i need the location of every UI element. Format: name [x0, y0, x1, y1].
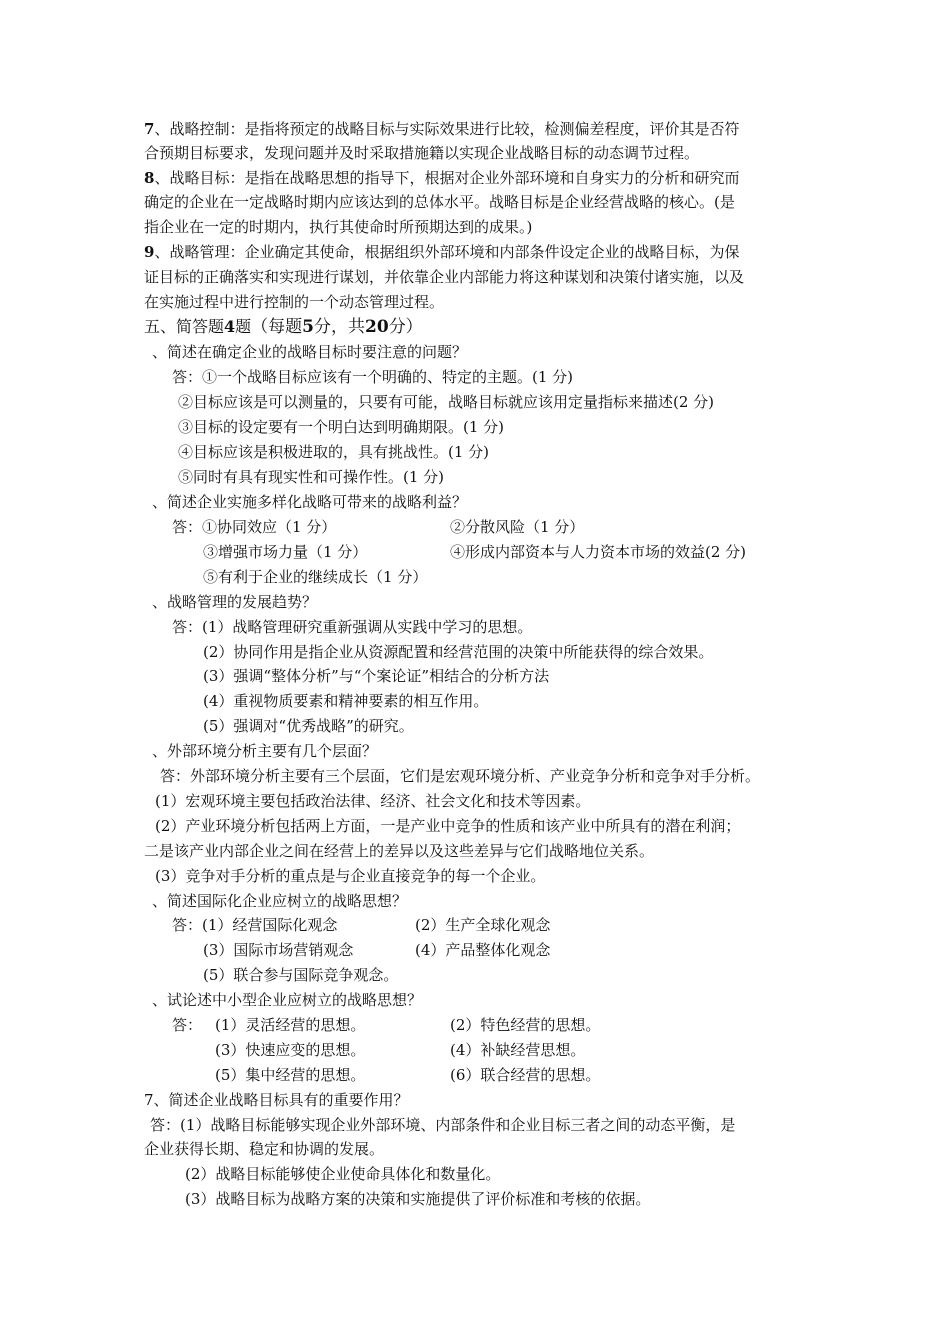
- section-heading: 五、简答题4题（每题5分，共20分）: [144, 317, 423, 337]
- q5-answer-item: (3）国际市场营销观念: [203, 941, 354, 959]
- q4-answer-line: 二是该产业内部企业之间在经营上的差异以及这些差异与它们战略地位关系。: [144, 842, 655, 860]
- definition-9-line-2: 证目标的正确落实和实现进行谋划，并依靠企业内部能力将这种谋划和决策付诸实施，以及: [144, 268, 745, 286]
- question-4: 、外部环境分析主要有几个层面？: [152, 742, 378, 760]
- q6-answer-item: (6）联合经营的思想。: [450, 1066, 601, 1084]
- q5-answer-item: (5）联合参与国际竞争观念。: [203, 966, 399, 984]
- q2-answer-item: ②分散风险（1 分）: [450, 518, 585, 536]
- definition-8-line-1: 8、战略目标：是指在战略思想的指导下，根据对企业外部环境和自身实力的分析和研究而: [144, 169, 740, 187]
- q3-answer-line: (4）重视物质要素和精神要素的相互作用。: [203, 692, 489, 710]
- q3-answer-line: 答：(1）战略管理研究重新强调从实践中学习的思想。: [172, 618, 533, 636]
- q3-answer-line: (2）协同作用是指企业从资源配置和经营范围的决策中所能获得的综合效果。: [203, 643, 714, 661]
- q7-answer-line: 答：(1）战略目标能够实现企业外部环境、内部条件和企业目标三者之间的动态平衡，是: [150, 1116, 736, 1134]
- definition-8-line-3: 指企业在一定的时期内，执行其使命时所预期达到的成果。): [144, 218, 533, 236]
- q3-answer-line: (5）强调对“优秀战略”的研究。: [203, 717, 414, 735]
- q1-answer-line: ④目标应该是积极进取的，具有挑战性。(1 分): [178, 443, 490, 461]
- q2-answer-item: ④形成内部资本与人力资本市场的效益(2 分): [450, 543, 747, 561]
- q6-answer-prefix: 答：: [172, 1016, 203, 1034]
- q6-answer-item: (4）补缺经营思想。: [450, 1041, 586, 1059]
- q5-answer-item: (4）产品整体化观念: [415, 941, 551, 959]
- q2-answer-item: 答：①协同效应（1 分）: [172, 518, 337, 536]
- q7-answer-line: (3）战略目标为战略方案的决策和实施提供了评价标准和考核的依据。: [185, 1190, 651, 1208]
- q2-answer-item: ⑤有利于企业的继续成长（1 分）: [203, 568, 428, 586]
- definition-9-line-1: 9、战略管理：企业确定其使命，根据组织外部环境和内部条件设定企业的战略目标，为保: [144, 243, 740, 261]
- q1-answer-line: 答：①一个战略目标应该有一个明确的、特定的主题。(1 分): [172, 368, 574, 386]
- q5-answer-item: 答：(1）经营国际化观念: [172, 916, 338, 934]
- q7-answer-line: (2）战略目标能够使企业使命具体化和数量化。: [185, 1165, 501, 1183]
- question-7: 7、简述企业战略目标具有的重要作用？: [144, 1091, 409, 1109]
- q6-answer-item: (5）集中经营的思想。: [215, 1066, 366, 1084]
- definition-7-line-1: 7、战略控制：是指将预定的战略目标与实际效果进行比较，检测偏差程度，评价其是否符: [144, 120, 740, 138]
- q1-answer-line: ③目标的设定要有一个明白达到明确期限。(1 分): [178, 418, 505, 436]
- question-6: 、试论述中小型企业应树立的战略思想？: [152, 991, 423, 1009]
- q1-answer-line: ⑤同时有具有现实性和可操作性。(1 分): [178, 468, 445, 486]
- definition-8-line-2: 确定的企业在一定战略时期内应该达到的总体水平。战略目标是企业经营战略的核心。(是: [144, 193, 735, 211]
- question-3: 、战略管理的发展趋势？: [152, 593, 318, 611]
- q5-answer-item: (2）生产全球化观念: [415, 916, 551, 934]
- q4-answer-line: (1）宏观环境主要包括政治法律、经济、社会文化和技术等因素。: [155, 792, 591, 810]
- question-1: 、简述在确定企业的战略目标时要注意的问题？: [152, 343, 468, 361]
- definition-7-line-2: 合预期目标要求，发现问题并及时采取措施籍以实现企业战略目标的动态调节过程。: [144, 144, 700, 162]
- q4-answer-line: 答：外部环境分析主要有三个层面，它们是宏观环境分析、产业竞争分析和竞争对手分析。: [160, 767, 761, 785]
- q6-answer-item: (2）特色经营的思想。: [450, 1016, 601, 1034]
- q4-answer-line: (2）产业环境分析包括两上方面，一是产业中竞争的性质和该产业中所具有的潜在利润；: [155, 817, 741, 835]
- q4-answer-line: (3）竞争对手分析的重点是与企业直接竞争的每一个企业。: [155, 867, 546, 885]
- q3-answer-line: (3）强调“整体分析”与“个案论证”相结合的分析方法: [203, 667, 550, 685]
- question-5: 、简述国际化企业应树立的战略思想？: [152, 892, 408, 910]
- q6-answer-item: (1）灵活经营的思想。: [215, 1016, 366, 1034]
- q7-answer-line: 企业获得长期、稳定和协调的发展。: [144, 1140, 385, 1158]
- q1-answer-line: ②目标应该是可以测量的，只要有可能，战略目标就应该用定量指标来描述(2 分): [178, 393, 715, 411]
- q2-answer-item: ③增强市场力量（1 分）: [203, 543, 368, 561]
- definition-9-line-3: 在实施过程中进行控制的一个动态管理过程。: [144, 293, 445, 311]
- question-2: 、简述企业实施多样化战略可带来的战略利益？: [152, 493, 468, 511]
- q6-answer-item: (3）快速应变的思想。: [215, 1041, 366, 1059]
